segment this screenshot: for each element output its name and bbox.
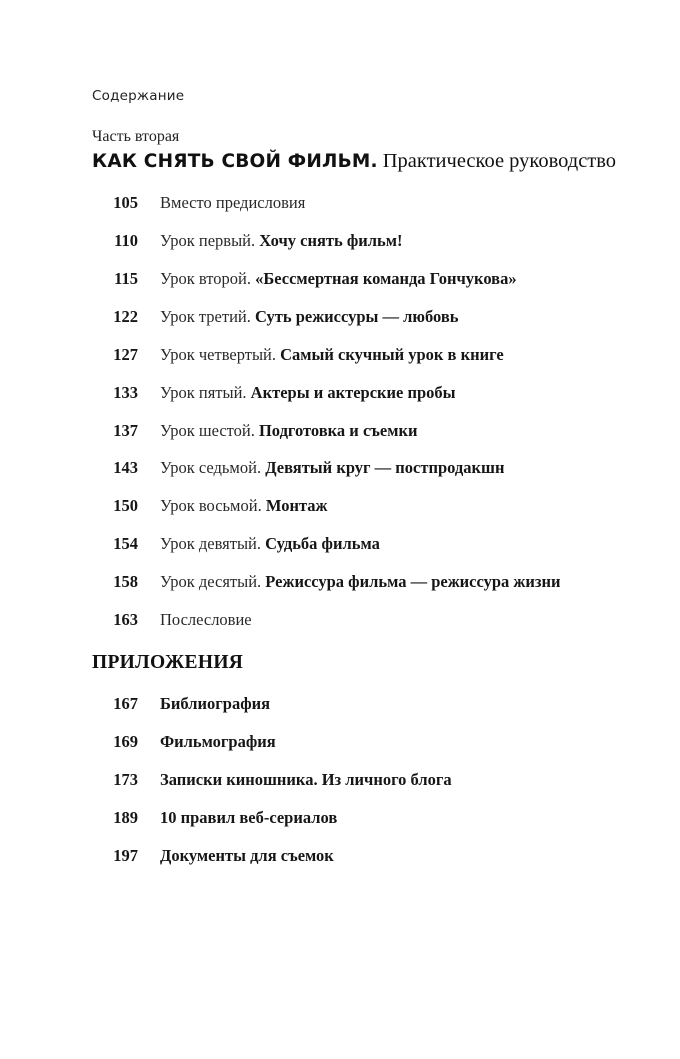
toc-entry-prefix: Урок девятый. [160,534,266,553]
toc-entry-title: Документы для съемок [160,846,334,865]
toc-entry-title: Фильмография [160,732,276,751]
toc-entry-prefix: Урок третий. [160,307,255,326]
toc-entry-text [160,846,334,866]
part-title-caps: КАК СНЯТЬ СВОЙ ФИЛЬМ. [92,151,378,172]
toc-page-number: 110 [114,231,138,250]
toc-page-number: 150 [113,496,138,515]
toc-entry-text [160,534,380,554]
toc-entry-title: 10 правил веб-сериалов [160,808,338,827]
toc-page-number: 197 [113,846,138,865]
toc-entry[interactable] [0,496,680,520]
running-head: Содержание [92,88,185,104]
toc-entry[interactable] [0,345,680,369]
toc-entry[interactable] [0,846,680,870]
toc-entry-text [160,231,403,251]
part-title [92,150,616,173]
toc-entry-text [160,770,452,790]
toc-entry-title: Суть режиссуры — любовь [254,307,459,326]
toc-entry-text [160,496,327,516]
toc-page-number: 154 [113,534,138,553]
toc-entry-text [160,193,305,213]
toc-entry[interactable] [0,383,680,407]
toc-entry[interactable] [0,534,680,558]
toc-entry-prefix: Урок первый. [160,231,260,250]
part-title-rest: Практическое руководство [382,150,617,172]
toc-entry-text [160,732,276,752]
toc-page-number: 133 [113,383,138,402]
toc-entry-prefix: Вместо предисловия [160,193,306,212]
toc-entry-prefix: Урок десятый. [160,572,266,591]
toc-entry-prefix: Послесловие [160,610,252,629]
toc-page-number: 163 [113,610,138,629]
toc-entry-prefix: Урок второй. [160,269,256,288]
toc-entry-text [160,458,504,478]
toc-page-number: 127 [113,345,138,364]
toc-entry-text [160,345,504,365]
toc-entry-title: Подготовка и съемки [258,421,418,440]
toc-page-number: 143 [113,458,138,477]
toc-entry-title: Монтаж [265,496,328,515]
toc-page-number: 137 [113,421,138,440]
toc-entry-text [160,610,252,630]
toc-entry-prefix: Урок седьмой. [160,458,266,477]
toc-entry[interactable] [0,421,680,445]
toc-entry-title: Самый скучный урок в книге [280,345,504,364]
toc-entry-prefix: Урок четвертый. [160,345,281,364]
toc-entry-prefix: Урок шестой. [160,421,259,440]
toc-page-number: 167 [113,694,138,713]
toc-entry[interactable] [0,694,680,718]
toc-page-number: 173 [113,770,138,789]
part-label: Часть вторая [92,128,180,145]
toc-entry-title: Судьба фильма [265,534,380,553]
appendix-heading: ПРИЛОЖЕНИЯ [92,652,244,673]
toc-page-number: 115 [114,269,138,288]
toc-entry-title: Актеры и актерские пробы [250,383,456,402]
toc-entry-title: Девятый круг — постпродакшн [265,458,505,477]
toc-entry-prefix: Урок восьмой. [160,496,266,515]
toc-entry-text [160,808,337,828]
toc-entry[interactable] [0,307,680,331]
toc-entry-title: Записки киношника. Из личного блога [160,770,452,789]
toc-entry-text [160,269,517,289]
toc-page-number: 158 [113,572,138,591]
toc-entry-title: «Бессмертная команда Гончукова» [255,269,517,288]
toc-page-number: 122 [113,307,138,326]
toc-page-number: 169 [113,732,138,751]
toc-entry-text [160,572,561,592]
toc-entry-text [160,694,270,714]
toc-entry-prefix: Урок пятый. [160,383,251,402]
toc-entry[interactable] [0,269,680,293]
toc-entry[interactable] [0,732,680,756]
toc-entry[interactable] [0,770,680,794]
toc-entry-title: Режиссура фильма — режиссура жизни [265,572,561,591]
toc-page-number: 105 [113,193,138,212]
toc-entry-title: Библиография [160,694,271,713]
toc-entry[interactable] [0,572,680,596]
toc-entry-text [160,307,459,327]
toc-entry[interactable] [0,808,680,832]
toc-entry[interactable] [0,231,680,255]
toc-entry-text [160,421,417,441]
toc-page-number: 189 [113,808,138,827]
toc-entry[interactable] [0,193,680,217]
toc-entry-text [160,383,456,403]
toc-entry[interactable] [0,610,680,634]
toc-entry-title: Хочу снять фильм! [259,231,403,250]
toc-entry[interactable] [0,458,680,482]
